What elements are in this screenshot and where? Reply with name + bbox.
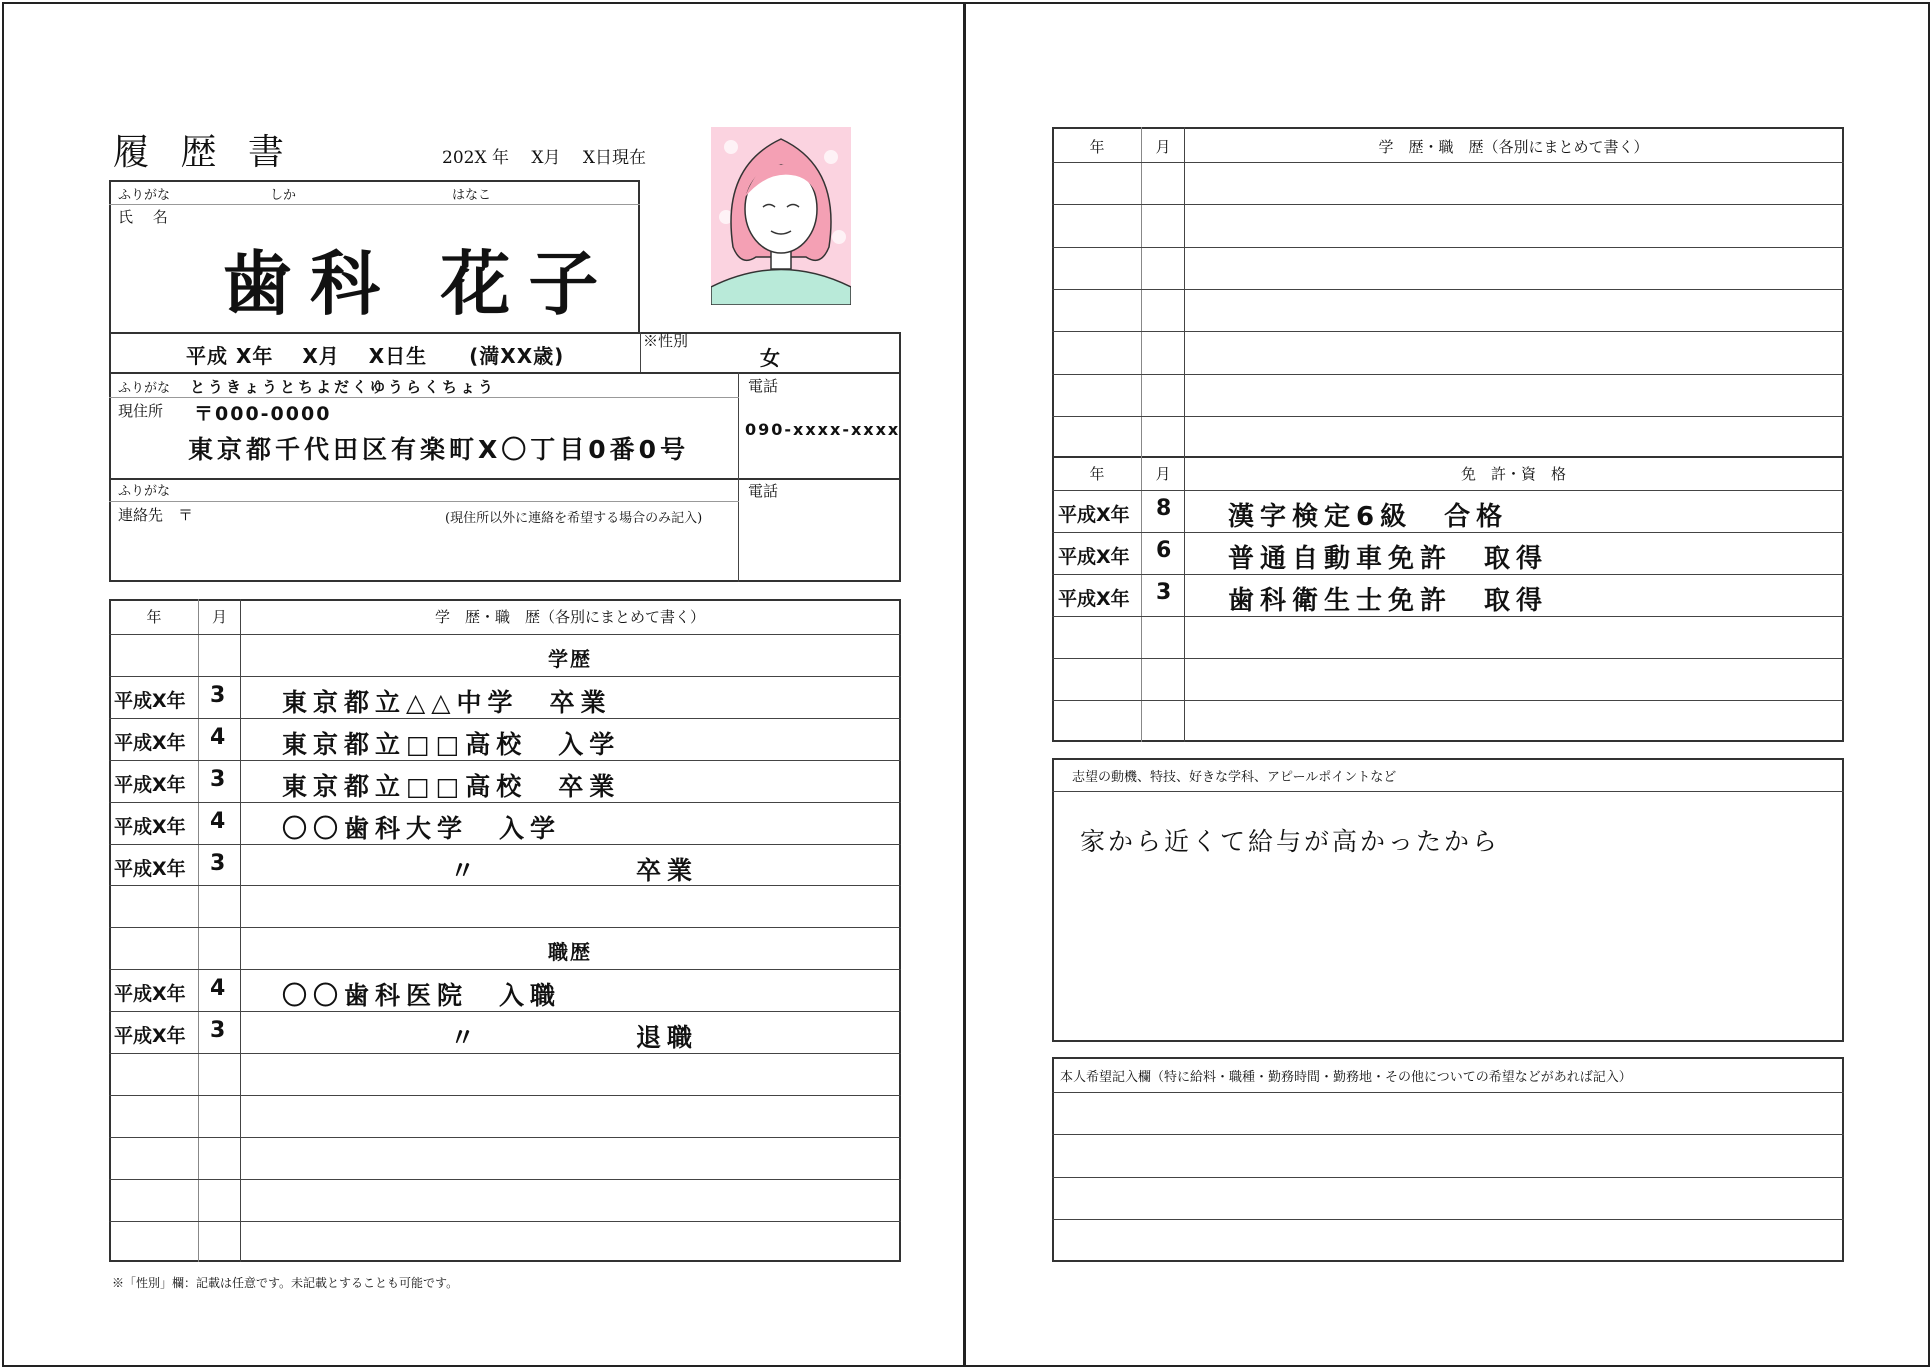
history-desc: 東京都立□□高校 卒業 bbox=[282, 771, 621, 801]
history-month: 4 bbox=[210, 976, 232, 1002]
birth-date: 平成 X年 X月 X日生 (満XX歳) bbox=[186, 344, 565, 368]
history-year: 平成X年 bbox=[114, 689, 186, 712]
phone-number: 090-xxxx-xxxx bbox=[745, 420, 901, 439]
row-line bbox=[1052, 162, 1844, 163]
history-year: 平成X年 bbox=[114, 773, 186, 796]
license-desc: 歯科衛生士免許 取得 bbox=[1228, 586, 1549, 616]
row-line bbox=[1052, 574, 1844, 575]
license-desc: 漢字検定6級 合格 bbox=[1228, 502, 1509, 532]
history-desc: 〇〇歯科医院 入職 bbox=[282, 981, 562, 1011]
row-line bbox=[109, 1011, 901, 1012]
row-line bbox=[109, 1095, 901, 1096]
contact-furigana-label: ふりがな bbox=[118, 484, 171, 499]
license-header-month: 月 bbox=[1155, 465, 1171, 483]
history-year: 平成X年 bbox=[114, 857, 186, 880]
contact-label: 連絡先 〒 bbox=[118, 506, 194, 524]
request-box bbox=[1052, 1057, 1844, 1262]
row-line bbox=[109, 718, 901, 719]
row-line bbox=[109, 1221, 901, 1222]
address-furigana-label: ふりがな bbox=[118, 381, 171, 396]
row-line bbox=[109, 634, 901, 635]
history-right-header-month: 月 bbox=[1155, 138, 1171, 156]
address-text: 東京都千代田区有楽町X〇丁目0番0号 bbox=[188, 435, 690, 464]
license-header-year: 年 bbox=[1089, 465, 1105, 483]
motive-text: 家から近くて給与が高かったから bbox=[1080, 827, 1501, 856]
row-line bbox=[1052, 616, 1844, 617]
history-table-right bbox=[1052, 127, 1844, 458]
history-year: 平成X年 bbox=[114, 1025, 186, 1048]
row-line bbox=[109, 1179, 901, 1180]
address-label: 現住所 bbox=[118, 402, 164, 420]
row-line bbox=[109, 844, 901, 845]
history-desc: 東京都立□□高校 入学 bbox=[282, 729, 621, 759]
address-furigana: とうきょうとちよだくゆうらくちょう bbox=[190, 378, 497, 396]
license-year: 平成X年 bbox=[1058, 588, 1130, 610]
history-header-year: 年 bbox=[146, 608, 162, 626]
history-month: 3 bbox=[210, 766, 232, 792]
contact-note: (現住所以外に連絡を希望する場合のみ記入) bbox=[445, 511, 703, 526]
row-line bbox=[1052, 331, 1844, 332]
row-line bbox=[109, 760, 901, 761]
row-line bbox=[1052, 416, 1844, 417]
license-month: 3 bbox=[1156, 580, 1178, 605]
history-section-title: 学歴 bbox=[548, 647, 592, 671]
sex-label: ※性別 bbox=[643, 332, 689, 350]
motive-label: 志望の動機、特技、好きな学科、アピールポイントなど bbox=[1072, 770, 1397, 785]
sex-value: 女 bbox=[760, 346, 786, 370]
row-line bbox=[1052, 204, 1844, 205]
history-right-header-desc: 学 歴・職 歴（各別にまとめて書く） bbox=[1378, 138, 1649, 156]
license-desc: 普通自動車免許 取得 bbox=[1228, 544, 1549, 574]
row-line bbox=[1052, 532, 1844, 533]
row-line bbox=[1052, 490, 1844, 491]
row-line bbox=[1052, 247, 1844, 248]
history-desc: 東京都立△△中学 卒業 bbox=[282, 687, 612, 717]
row-line bbox=[1052, 658, 1844, 659]
license-header-desc: 免 許・資 格 bbox=[1460, 465, 1566, 483]
history-year: 平成X年 bbox=[114, 983, 186, 1006]
row-line bbox=[109, 969, 901, 970]
row-line bbox=[1052, 700, 1844, 701]
history-section-title: 職歴 bbox=[548, 940, 592, 965]
history-desc: 〃 卒業 bbox=[450, 855, 699, 885]
history-header-desc: 学 歴・職 歴（各別にまとめて書く） bbox=[434, 608, 705, 626]
license-year: 平成X年 bbox=[1058, 504, 1130, 526]
row-line bbox=[109, 885, 901, 886]
row-line bbox=[1052, 374, 1844, 375]
history-year: 平成X年 bbox=[114, 731, 186, 754]
license-year: 平成X年 bbox=[1058, 546, 1130, 568]
portrait-photo bbox=[711, 127, 851, 305]
row-line bbox=[109, 676, 901, 677]
name-furigana-given: しか bbox=[270, 188, 297, 203]
row-line bbox=[109, 927, 901, 928]
row-line bbox=[109, 802, 901, 803]
name-label: 氏 名 bbox=[118, 208, 168, 226]
history-desc: 〇〇歯科大学 入学 bbox=[282, 813, 562, 843]
footnote: ※「性別」欄：記載は任意です。未記載とすることも可能です。 bbox=[112, 1276, 459, 1290]
contact-box bbox=[109, 478, 901, 582]
history-month: 3 bbox=[210, 682, 232, 708]
phone-label: 電話 bbox=[748, 377, 779, 395]
row-line bbox=[109, 1053, 901, 1054]
applicant-name: 歯科 花子 bbox=[222, 243, 617, 325]
history-month: 4 bbox=[210, 724, 232, 750]
license-month: 6 bbox=[1156, 538, 1178, 563]
name-furigana-label: ふりがな bbox=[118, 188, 171, 203]
address-zip: 〒000-0000 bbox=[194, 403, 332, 425]
history-month: 3 bbox=[210, 1018, 232, 1044]
history-desc: 〃 退職 bbox=[450, 1023, 699, 1053]
history-month: 4 bbox=[210, 808, 232, 834]
contact-phone-label: 電話 bbox=[748, 482, 779, 500]
history-right-header-year: 年 bbox=[1089, 138, 1105, 156]
history-header-month: 月 bbox=[211, 608, 227, 626]
resume-date: 202X 年 X月 X日現在 bbox=[442, 148, 646, 168]
page-divider bbox=[963, 2, 966, 1365]
request-label: 本人希望記入欄（特に給料・職種・勤務時間・勤務地・その他についての希望などがあれば記入） bbox=[1060, 1070, 1632, 1085]
row-line bbox=[1052, 289, 1844, 290]
row-line bbox=[109, 1137, 901, 1138]
name-furigana-family: はなこ bbox=[452, 188, 492, 203]
resume-title: 履 歴 書 bbox=[113, 132, 294, 173]
history-month: 3 bbox=[210, 850, 232, 876]
motive-box bbox=[1052, 758, 1844, 1042]
license-month: 8 bbox=[1156, 496, 1178, 521]
history-year: 平成X年 bbox=[114, 815, 186, 838]
